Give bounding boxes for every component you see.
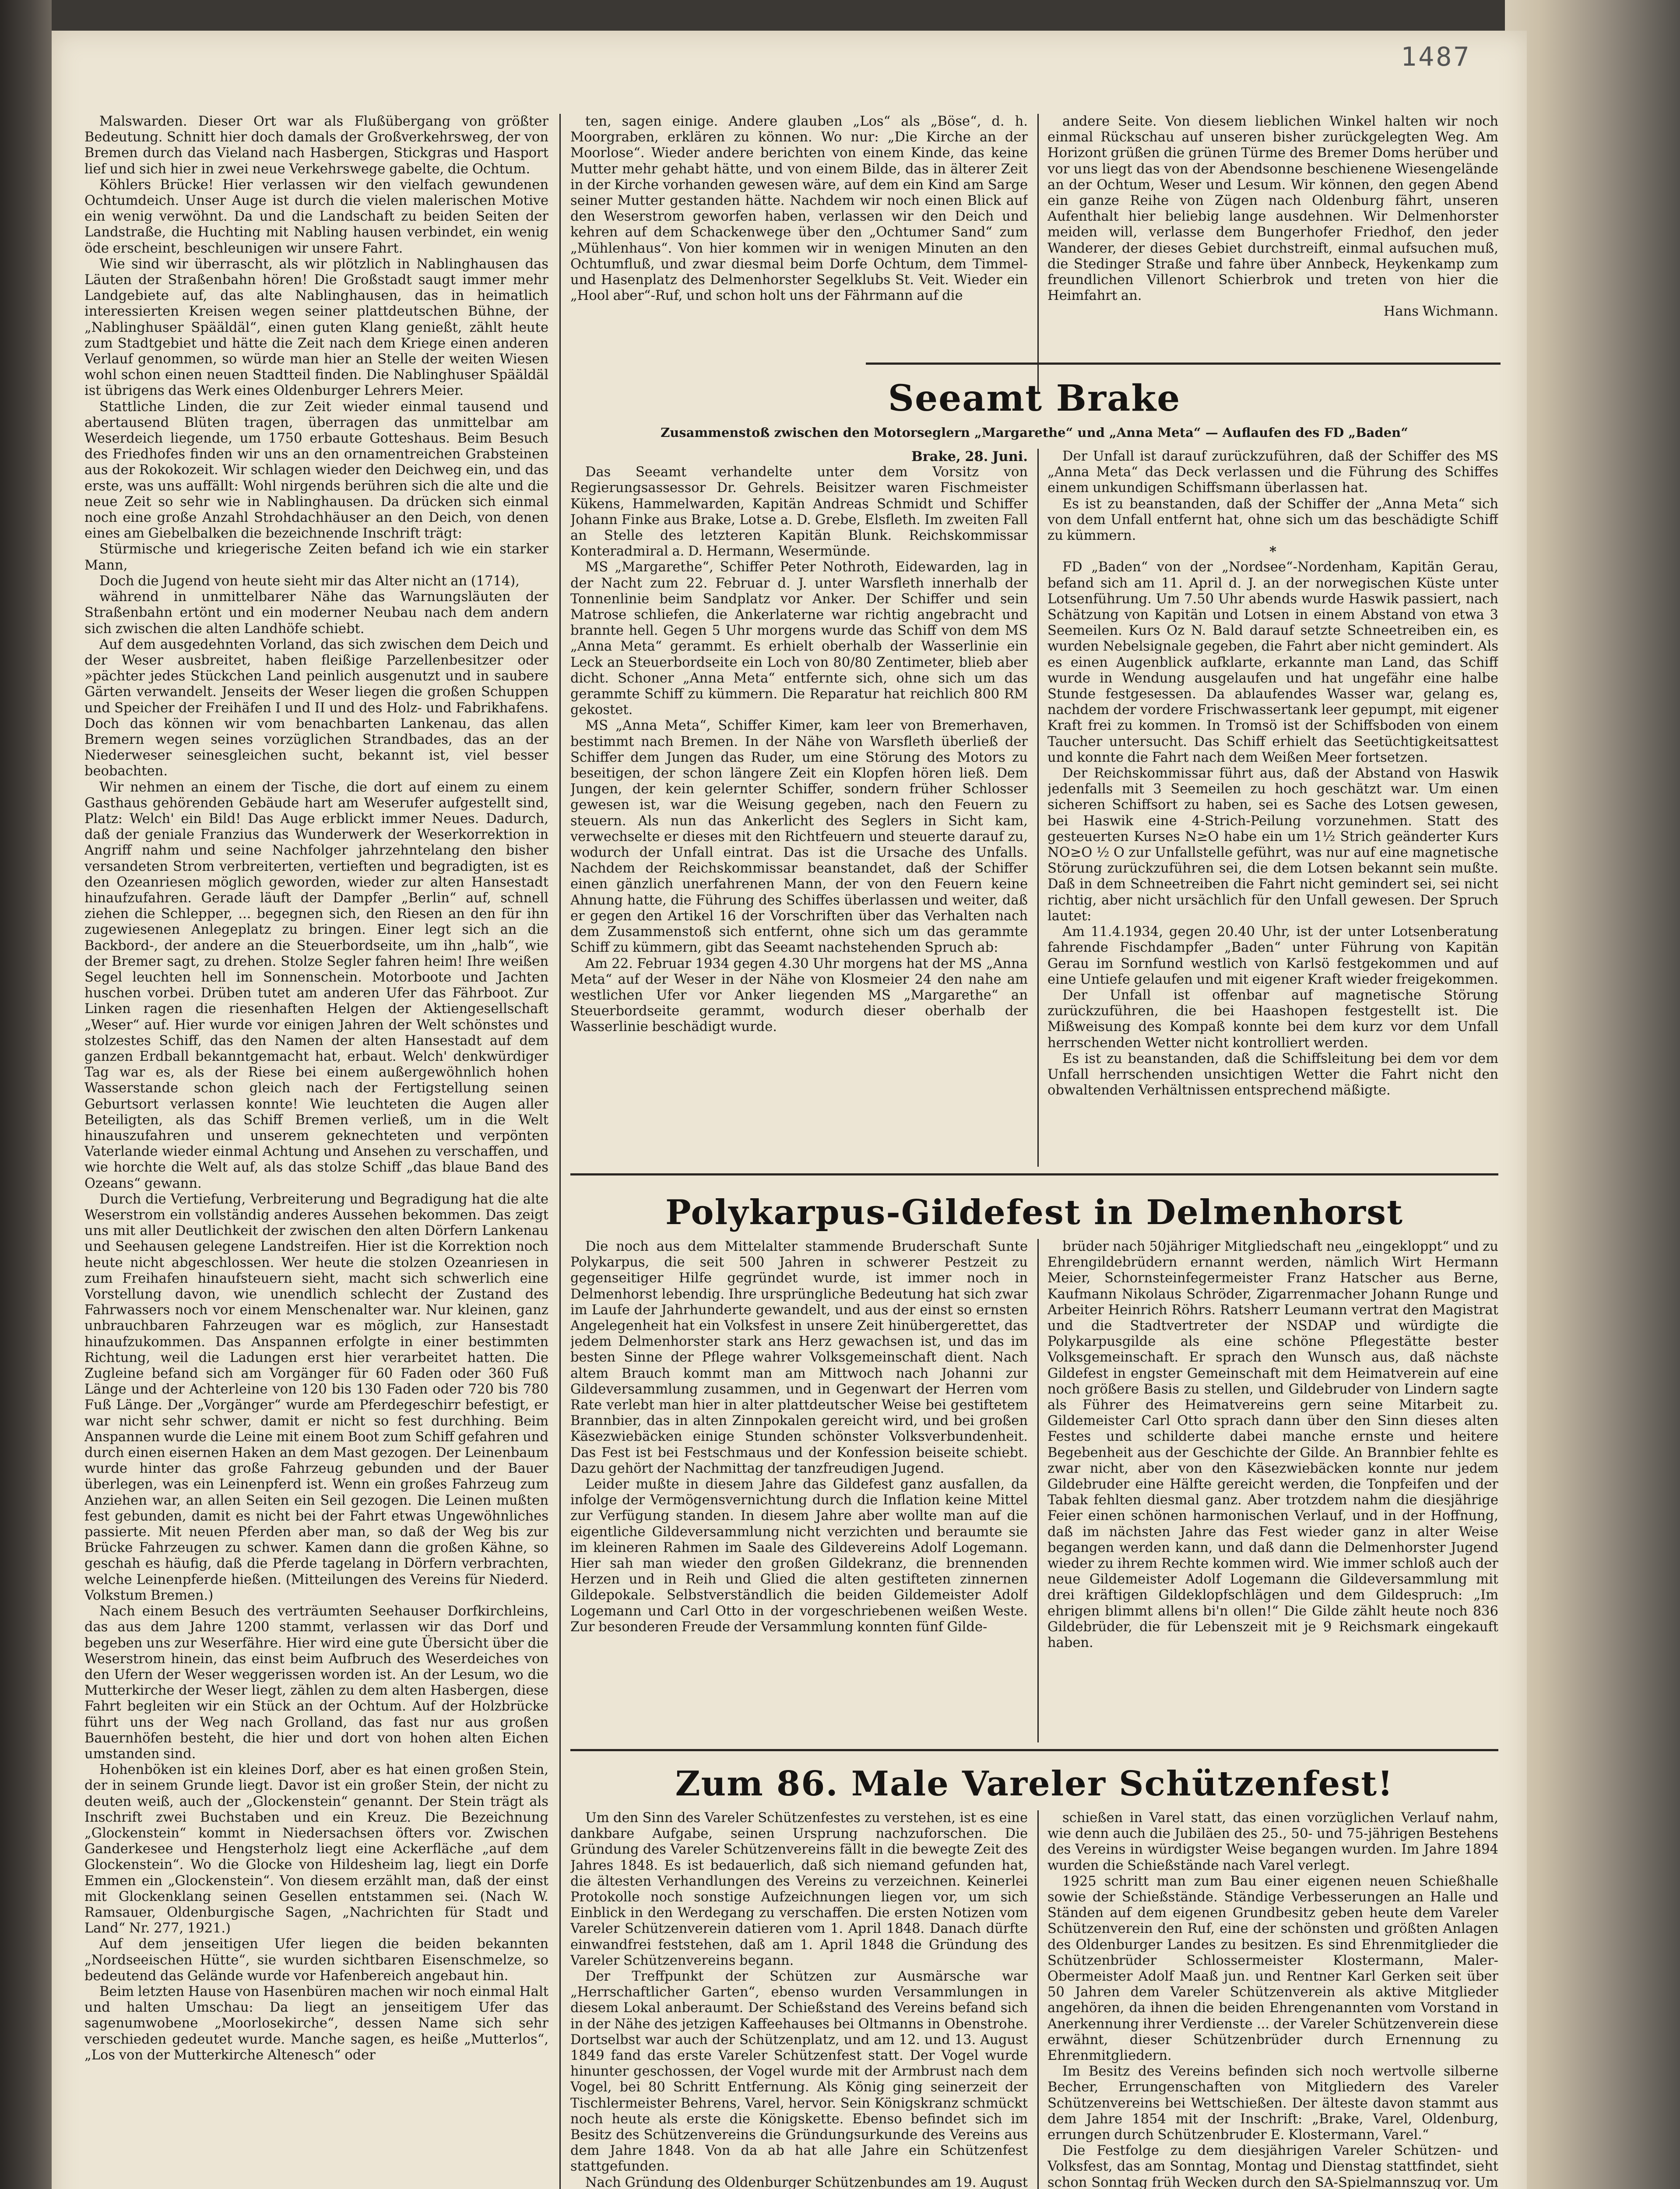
paragraph: MS „Anna Meta“, Schiffer Kimer, kam leer von Bremerhaven, bestimmt nach Bremen. In der Nähe von Warsfleth überließ der Schiffer dem Jungen das Ruder, um eine Störung des Motors zu beseitigen, der schon längere Zeit ein Klopfen hören ließ. Dem Jungen, der kein gelernter Schiffer, sondern früher Schlosser gewesen ist, war die Weisung gegeben, nach den Feuern zu steuern. Als nun das Ankerlicht des Seglers in Sicht kam, verwechselte er dieses mit den Richtfeuern und steuerte darauf zu, wodurch der Unfall eintrat. Das ist die Ursache des Unfalls. Nachdem der Reichskommissar beanstandet, daß der Schiffer einen gänzlich unerfahrenen Mann, der von den Feuern keine Ahnung hatte, die Führung des Schiffes überlassen und weiter, daß er gegen den Artikel 16 der Vorschriften über das Verhalten nach dem Zusammenstoß sich entfernt, ohne sich um das gerammte Schiff zu kümmern, gibt das Seeamt nachstehenden Spruch ab: (570, 718, 1028, 956)
paragraph: Im Besitz des Vereins befinden sich noch wertvolle silberne Becher, Errungenschaften von Mitgliedern des Vareler Schützenvereins bei Wettschießen. Der älteste davon stammt aus dem Jahre 1854 mit der Inschrift: „Brake, Varel, Oldenburg, errungen durch Schützenbruder E. Klostermann, Varel.“ (1047, 2064, 1498, 2143)
paragraph: Köhlers Brücke! Hier verlassen wir den vielfach gewundenen Ochtumdeich. Unser Auge ist durch die vielen malerischen Motive ein wenig verwöhnt. Da und die Landschaft zu beiden Seiten der Landstraße, die Huchting mit Nabling hausen verbindet, ein wenig öde erscheint, beschleunigen wir unsere Fahrt. (84, 177, 548, 256)
paragraph: FD „Baden“ von der „Nordsee“-Nordenham, Kapitän Gerau, befand sich am 11. April d. J. an der norwegischen Küste unter Lotsenführung. Um 7.50 Uhr abends wurde Haswik passiert, nach Schätzung von Kapitän und Lotsen in einem Abstand von etwa 3 Seemeilen. Kurs Oz N. Bald darauf setzte Schneetreiben ein, es wurden Nebelsignale gegeben, die Fahrt aber nicht gemindert. Als es einen Augenblick aufklarte, erkannte man Land, das Schiff wurde in Wendung ausgelaufen und hat ungefähr eine halbe Stunde festgesessen. Da ablaufendes Wasser war, gelang es, nachdem der vordere Frischwassertank leer gepumpt, mit eigener Kraft frei zu kommen. In Tromsö ist der Schiffsboden von einem Taucher untersucht. Das Schiff erhielt das Seetüchtigkeitsattest und konnte die Fahrt nach dem Weißen Meer fortsetzen. (1047, 560, 1498, 765)
seeamt-right-column (1047, 449, 1498, 1171)
vareler-right-column (1047, 1810, 1498, 2189)
paragraph: Stürmische und kriegerische Zeiten befand ich wie ein starker Mann, (84, 542, 548, 573)
paragraph: Wie sind wir überrascht, als wir plötzlich in Nablinghausen das Läuten der Straßenbahn hören! Die Großstadt saugt immer mehr Landgebiete auf, das alte Nablinghausen, das in heimatlich interessierten Kreisen wegen seiner plattdeutschen Bühne, der „Nablinghuser Spääldäl“, einen guten Klang genießt, zählt heute zum Stadtgebiet und hätte die Zeit nach dem Kriege einen anderen Verlauf genommen, so würde man hier an Stelle der weiten Wiesen wohl schon einen neuen Stadtteil finden. Die Nablinghuser Spääldäl ist übrigens das Werk eines Oldenburger Lehrers Meier. (84, 256, 548, 399)
article-column-3-top (1047, 114, 1498, 394)
seeamt-subtitle: Zusammenstoß zwischen den Motorseglern „Margarethe“ und „Anna Meta“ — Auflaufen des FD „Baden“ (661, 425, 1408, 440)
seeamt-top-rule (866, 362, 1501, 365)
newspaper-page (52, 31, 1527, 2189)
paragraph: Stattliche Linden, die zur Zeit wieder einmal tausend und abertausend Blüten tragen, überragen das unmittelbar am Weserdeich liegende, um 1750 erbaute Gotteshaus. Beim Besuch des Friedhofes finden wir uns an den ornamentreichen Grabsteinen aus der Rokokozeit. Wir schlagen wieder den Deichweg ein, und das erste, was uns auffällt: Wohl nirgends berühren sich die alte und die neue Zeit so sehr wie in Nablinghausen. Da drücken sich einmal noch eine große Anzahl Strohdachhäuser an den Deich, von denen eines am Giebelbalken die bezeichnende Inschrift trägt: (84, 399, 548, 542)
paragraph: Das Seeamt verhandelte unter dem Vorsitz von Regierungsassessor Dr. Gehrels. Beisitzer waren Fischmeister Kükens, Hammelwarden, Kapitän Andreas Schmidt und Schiffer Johann Finke aus Brake, Lotse a. D. Grebe, Elsfleth. Im zweiten Fall an Stelle des letzteren Kapitän Blunk. Reichskommissar Konteradmiral a. D. Hermann, Wesermünde. (570, 465, 1028, 560)
paragraph: ten, sagen einige. Andere glauben „Los“ als „Böse“, d. h. Moorgraben, erklären zu können. Wo nur: „Die Kirche an der Moorlose“. Wieder andere berichten von einem Kinde, das keine Mutter mehr gehabt hätte, und von einem Bilde, das in älterer Zeit in der Kirche vorhanden gewesen wäre, auf dem ein Kind am Sarge seiner Mutter gestanden hätte. Nachdem wir noch einen Blick auf den Weserstrom geworfen haben, verlassen wir den Deich und kehren auf dem Schackenwege über den „Ochtumer Sand“ zum „Mühlenhaus“. Von hier kommen wir in wenigen Minuten an den Ochtumfluß, und zwar diesmal beim Dorfe Ochtum, dem Timmel- und Hasenplatz des Delmenhorster Segelklubs St. Veit. Wieder ein „Hool aber“-Ruf, und schon holt uns der Fährmann auf die (570, 114, 1028, 304)
book-binding (0, 0, 52, 2189)
polykarpus-top-rule (570, 1173, 1498, 1175)
paragraph: schießen in Varel statt, das einen vorzüglichen Verlauf nahm, wie denn auch die Jubiläen des 25., 50- und 75-jährigen Bestehens des Vereins in würdigster Weise begangen wurden. Im Jahre 1894 wurden die Schießstände nach Varel verlegt. (1047, 1810, 1498, 1873)
paragraph: Durch die Vertiefung, Verbreiterung und Begradigung hat die alte Weserstrom ein vollständig anderes Aussehen bekommen. Das zeigt uns mit aller Deutlichkeit der zwischen den alten Dörfern Lankenau und Seehausen gelegene Landstreifen. Hier ist die Korrektion noch heute nicht abgeschlossen. Wer heute die stolzen Ozeanriesen in zum Freihafen hinaufsteuern sieht, macht sich schwerlich eine Vorstellung davon, wie unendlich schlecht der Zustand des Fahrwassers noch vor einem Menschenalter war. Nur kleinen, ganz unbrauchbaren Fahrzeugen war es möglich, zur Hansestadt hinaufzukommen. Das Anspannen erfolgte in einer bestimmten Richtung, weil die Ladungen erst hier verarbeitet hatten. Die Zugleine befand sich am Vorgänger für 60 Faden oder 360 Fuß Länge und der Achterleine von 120 bis 130 Faden oder 720 bis 780 Fuß Länge. Der „Vorgänger“ wurde am Pferdegeschirr befestigt, er war nicht sehr schwer, damit er nicht so fest durchhing. Beim Anspannen wurde die Leine mit einem Boot zum Schiff gefahren und durch einen eisernen Haken an dem Mast gezogen. Der Leinenbaum wurde hinter das große Fahrzeug gebunden und der Bauer überlegen, was ein Leinenpferd ist. Wenn ein großes Fahrzeug zum Anziehen war, an allen Seiten ein Seil gezogen. Die Leinen mußten fest gebunden, damit es nicht bei der Fahrt etwas Ungewöhnliches passierte. Mit neuen Pferden aber man, so daß der Weg bis zur Brücke Fahrzeugen zu schwer. Kamen dann die großen Kähne, so geschah es häufig, daß die Pferde tagelang in Dörfern verbrachten, welche Leinenpferde hießen. (Mitteilungen des Vereins für Niederd. Volkstum Bremen.) (84, 1191, 548, 1603)
paragraph: Es ist zu beanstanden, daß die Schiffsleitung bei dem vor dem Unfall herrschenden unsichtigen Wetter die Fahrt nicht den obwaltenden Verhältnissen entsprechend mäßigte. (1047, 1051, 1498, 1098)
paragraph: Malswarden. Dieser Ort war als Flußübergang von größter Bedeutung. Schnitt hier doch damals der Großverkehrsweg, der von Bremen durch das Vieland nach Hasbergen, Stickgras und Hasport lief und sich hier in zwei neue Verkehrswege gabelte, die Ochtum. (84, 114, 548, 177)
paragraph: * (1269, 544, 1276, 560)
paragraph: andere Seite. Von diesem lieblichen Winkel halten wir noch einmal Rückschau auf unseren bisher zurückgelegten Weg. Am Horizont grüßen die grünen Türme des Bremer Doms herüber und vor uns liegt das von der Abendsonne beschienene Wiesengelände an der Ochtum, Weser und Lesum. Wir können, den gegen Abend ein ganze Reihe von Zügen nach Oldenburg fährt, unseren Aufenthalt hier beliebig lange ausdehnen. Wir Delmenhorster meiden will, verlasse dem Bungerhofer Friedhof, den jeder Wanderer, der dieses Gebiet durchstreift, einmal aufsuchen muß, die Stedinger Straße und fahre über Annbeck, Heykenkamp zum freundlichen Villenort Schierbrok und treten von hier die Heimfahrt an. (1047, 114, 1498, 304)
paragraph: Doch die Jugend von heute sieht mir das Alter nicht an (1714), (99, 573, 520, 589)
paragraph: Um den Sinn des Vareler Schützenfestes zu verstehen, ist es eine dankbare Aufgabe, seinen Ursprung nachzuforschen. Die Gründung des Vareler Schützenvereins fällt in die bewegte Zeit des Jahres 1848. Es ist bedauerlich, daß sich niemand gefunden hat, die ältesten Verhandlungen des Vereins zu verzeichnen. Keinerlei Protokolle noch sonstige Aufzeichnungen liegen vor, um sich Einblick in den Werdegang zu verschaffen. Die ersten Notizen vom Vareler Schützenverein datieren vom 1. April 1848. Danach dürfte einwandfrei feststehen, daß am 1. April 1848 die Gründung des Vareler Schützenvereins begann. (570, 1810, 1028, 1968)
paragraph: brüder nach 50jähriger Mitgliedschaft neu „eingekloppt“ und zu Ehrengildebrüdern ernannt werden, nämlich Wirt Hermann Meier, Schornsteinfegermeister Franz Hatscher aus Berne, Kaufmann Nikolaus Schröder, Zigarrenmacher Johann Runge und Arbeiter Heinrich Röhrs. Ratsherr Leumann vertrat den Magistrat und die Stadtvertreter der NSDAP und würdigte die Polykarpusgilde als eine schöne Pflegestätte bester Volksgemeinschaft. Er sprach den Wunsch aus, daß nächste Gildefest in engster Gemeinschaft mit dem Heimatverein auf eine noch größere Basis zu stellen, und Gildebruder von Lindern sagte als Führer des Heimatvereins gern seine Mitarbeit zu. Gildemeister Carl Otto sprach dann über den Sinn dieses alten Festes und schilderte dabei manche ernste und heitere Begebenheit aus der Geschichte der Gilde. An Brannbier fehlte es zwar nicht, aber von den Käsezwiebäcken konnte nur jedem Gildebruder eine Hälfte gereicht werden, die Tonpfeifen und der Tabak fehlten diesmal ganz. Aber trotzdem nahm die diesjährige Feier einen schönen harmonischen Verlauf, und in der Hoffnung, daß im nächsten Jahre das Fest wieder ganz in alter Weise begangen werden kann, und daß dann die Delmenhorster Jugend wieder zu ihrem Rechte kommen wird. Wie immer schloß auch der neue Gildemeister Adolf Logemann die Gildeversammlung mit drei kräftigen Gildeklopfschlägen und dem Gildespruch: „Im ehrigen blimmt allens bi'n ollen!“ Die Gilde zählt heute noch 836 Gildebrüder, die für Lebenszeit mit je 9 Reichsmark eingekauft haben. (1047, 1239, 1498, 1651)
article-column-1 (84, 114, 548, 2189)
book-edge (1505, 0, 1680, 2189)
article-column-2-top (570, 114, 1028, 394)
paragraph: Der Treffpunkt der Schützen zur Ausmärsche war „Herrschaftlicher Garten“, ebenso wurden Versammlungen in diesem Lokal anberaumt. Der Schießstand des Vereins befand sich in der Nähe des jetzigen Kaffeehauses bei Oltmanns in Obenstrohe. Dortselbst war auch der Schützenplatz, und am 12. und 13. August 1849 fand das erste Vareler Schützenfest statt. Der Vogel wurde hinunter geschossen, der Vogel wurde mit der Armbrust nach dem Vogel, bei 80 Schritt Entfernung. Als König ging seinerzeit der Tischlermeister Behrens, Varel, hervor. Sein Königskranz schmückt noch heute als erste die Königskette. Ebenso befindet sich im Besitz des Schützenvereins die Gründungsurkunde des Vereins aus dem Jahre 1848. Von da ab hat alle Jahre ein Schützenfest stattgefunden. (570, 1969, 1028, 2175)
column-rule-2-top (1037, 114, 1039, 394)
seeamt-left-column (570, 449, 1028, 1127)
vareler-headline: Zum 86. Male Vareler Schützenfest! (675, 1764, 1394, 1804)
page-number: 1487 (1401, 42, 1471, 72)
vareler-left-column (570, 1810, 1028, 2189)
polykarpus-right-column (1047, 1239, 1498, 1742)
paragraph: Der Unfall ist darauf zurückzuführen, daß der Schiffer des MS „Anna Meta“ das Deck verlassen und die Führung des Schiffes einem unkundigen Schiffsmann überlassen hat. (1047, 449, 1498, 496)
paragraph: Am 11.4.1934, gegen 20.40 Uhr, ist der unter Lotsenberatung fahrende Fischdampfer „Baden“ unter Führung von Kapitän Gerau im Sornfund westlich von Karlsö festgekommen und auf eine Untiefe gelaufen und mit eigener Kraft wieder freigekommen. (1047, 924, 1498, 987)
seeamt-headline: Seeamt Brake (888, 377, 1181, 419)
paragraph: Die noch aus dem Mittelalter stammende Bruderschaft Sunte Polykarpus, die seit 500 Jahren in schwerer Pestzeit zu gegenseitiger Hilfe gegründet wurde, ist immer noch in Delmenhorst lebendig. Ihre ursprüngliche Bedeutung hat sich zwar im Laufe der Jahrhunderte gewandelt, und aus der einst so ernsten Angelegenheit hat ein Volksfest in unsere Zeit hinübergerettet, das jedem Delmenhorster stark ans Herz gewachsen ist, und das im besten Sinne der Pflege wahrer Volksgemeinschaft dient. Nach altem Brauch kommt man am Mittwoch nach Johanni zur Gildeversammlung zusammen, und in Gegenwart der Herren vom Rate verlebt man hier in alter plattdeutscher Weise bei gestiftetem Brannbier, das in alten Zinnpokalen gereicht wird, und bei großen Käsezwiebäcken einige Stunden schönster Volksverbundenheit. Das Fest ist bei Festschmaus und der Konfession beiseite schiebt. Dazu gehört der Nachmittag der tanzfreudigen Jugend. (570, 1239, 1028, 1476)
paragraph: Am 22. Februar 1934 gegen 4.30 Uhr morgens hat der MS „Anna Meta“ auf der Weser in der Nähe von Klosmeier 24 den nahe am westlichen Ufer vor Anker liegenden MS „Margarethe“ an Steuerbordseite gerammt, wodurch dieser oberhalb der Wasserlinie beschädigt wurde. (570, 956, 1028, 1035)
polykarpus-headline: Polykarpus-Gildefest in Delmenhorst (665, 1193, 1404, 1232)
seeamt-dateline: Brake, 28. Juni. (911, 449, 1028, 465)
column-rule-polykarpus (1037, 1239, 1039, 1742)
paragraph: Der Unfall ist offenbar auf magnetische Störung zurückzuführen, die bei Haashopen festgestellt ist. Die Mißweisung des Kompaß konnte bei dem kurz vor dem Unfall herrschenden Wetter nicht kontrolliert werden. (1047, 987, 1498, 1051)
column-rule-seeamt (1037, 449, 1039, 1167)
polykarpus-left-column (570, 1239, 1028, 1742)
column-rule-vareler (1037, 1810, 1039, 2189)
paragraph: Es ist zu beanstanden, daß der Schiffer der „Anna Meta“ sich von dem Unfall entfernt hat, ohne sich um das beschädigte Schiff zu kümmern. (1047, 496, 1498, 544)
paragraph: Die Festfolge zu dem diesjährigen Vareler Schützen- und Volksfest, das am Sonntag, Montag und Dienstag stattfindet, sieht schon Sonntag früh Wecken durch den SA-Spielmannszug vor. Um (1047, 2143, 1498, 2189)
paragraph: Hans Wichmann. (1383, 304, 1498, 320)
vareler-top-rule (570, 1749, 1498, 1751)
paragraph: 1925 schritt man zum Bau einer eigenen neuen Schießhalle sowie der Schießstände. Ständige Verbesserungen an Halle und Ständen auf dem eigenen Grundbesitz geben heute dem Vareler Schützenverein den Ruf, eine der schönsten und größten Anlagen des Oldenburger Landes zu besitzen. Es sind Ehrenmitglieder die Schützenbrüder Schlossermeister Klostermann, Maler-Obermeister Adolf Maaß jun. und Rentner Karl Gerken seit über 50 Jahren dem Vareler Schützenverein als aktive Mitglieder angehören, da ihnen die beiden Ehrengenannten vom Vorstand in Anerkennung ihrer Verdienste ... der Vareler Schützenverein diese erwähnt, dieser Schützenbrüder durch Ernennung zu Ehrenmitgliedern. (1047, 1873, 1498, 2064)
paragraph: Der Reichskommissar führt aus, daß der Abstand von Haswik jedenfalls mit 3 Seemeilen zu hoch geschätzt war. Um einen sicheren Schiffsort zu haben, sei es Sache des Lotsen gewesen, bei Haswik eine 4-Strich-Peilung vorzunehmen. Statt des gesteuerten Kurses N≥O habe ein um 1½ Strich geänderter Kurs NO≥O ½ O zur Unfallstelle geführt, was nur auf eine magnetische Störung zurückzuführen sei, die dem Lotsen bekannt sein mußte. Daß in dem Schneetreiben die Fahrt nicht gemindert sei, sei nicht richtig, aber nicht ursächlich für den Unfall gewesen. Der Spruch lautet: (1047, 766, 1498, 924)
paragraph: Nach Gründung des Oldenburger Schützenbundes am 19. August (585, 2175, 1028, 2189)
column-rule-1 (559, 114, 561, 2189)
paragraph: Wir nehmen an einem der Tische, die dort auf einem zu einem Gasthaus gehörenden Gebäude hart am Weserufer aufgestellt sind, Platz: Welch' ein Bild! Das Auge erblickt immer Neues. Dadurch, daß der geniale Franzius das Wunderwerk der Weserkorrektion in Angriff nahm und seine Nachfolger jahrzehntelang den bisher versandeten Strom verbreiterten, vertieften und begradigten, ist es den Ozeanriesen möglich geworden, wieder zur alten Hansestadt hinaufzufahren. Gerade läuft der Dampfer „Berlin“ auf, schnell ziehen die Schlepper, ... begegnen sich, den Riesen an den für ihn zugewiesenen Anlegeplatz zu bringen. Einer legt sich an die Backbord-, der andere an die Steuerbordseite, um ihn „halb“, wie der Bremer sagt, zu drehen. Stolze Segler fahren heim! Ihre weißen Segel leuchten hell im Sonnenschein. Motorboote und Jachten huschen vorbei. Drüben tutet am anderen Ufer das Fährboot. Zur Linken ragen die riesenhaften Helgen der Aktiengesellschaft „Weser“ auf. Hier wurde vor einigen Jahren der Welt schönstes und stolzestes Schiff, das den Namen der alten Hansestadt auf dem ganzen Erdball bekanntgemacht hat, erbaut. Welch' denkwürdiger Tag war es, als der Riese bei einem außergewöhnlich hohen Wasserstande schon gleich nach der Fertigstellung seinen Geburtsort verlassen konnte! Wie leuchteten die Augen aller Beteiligten, als das Schiff Bremen verließ, um in die Welt hinauszufahren und unserem geknechteten und verpönten Vaterlande wieder einmal Achtung und Ansehen zu verschaffen, und wie horchte die Welt auf, als das stolze Schiff „das blaue Band des Ozeans“ gewann. (84, 779, 548, 1191)
paragraph: Leider mußte in diesem Jahre das Gildefest ganz ausfallen, da infolge der Vermögensvernichtung durch die Inflation keine Mittel zur Verfügung standen. In diesem Jahre aber wollte man auf die eigentliche Gildeversammlung nicht verzichten und beraumte sie im kleineren Rahmen im Saale des Gildevereins Adolf Logemann. Hier sah man wieder den großen Gildekranz, die brennenden Herzen und in Reih und Glied die alten gestifteten zinnernen Gildepokale. Selbstverständlich die beiden Gildemeister Adolf Logemann und Carl Otto in der vorgeschriebenen weißen Weste. Zur besonderen Freude der Versammlung konnten fünf Gilde- (570, 1477, 1028, 1635)
paragraph: Auf dem ausgedehnten Vorland, das sich zwischen dem Deich und der Weser ausbreitet, haben fleißige Parzellenbesitzer oder »pächter jedes Stückchen Land peinlich ausgenutzt und in saubere Gärten verwandelt. Jenseits der Weser liegen die großen Schuppen und Speicher der Freihäfen I und II und des Holz- und Fabrikhafens. Doch das können wir vom benachbarten Lankenau, das allen Bremern wegen seines vorzüglichen Strandbades, das an der Niederweser seinesgleichen sucht, bekannt ist, viel besser beobachten. (84, 637, 548, 779)
paragraph: Nach einem Besuch des verträumten Seehauser Dorfkirchleins, das aus dem Jahre 1200 stammt, verlassen wir das Dorf und begeben uns zur Weserfähre. Hier wird eine gute Übersicht über die Weserstrom hinein, das einst beim Aufbruch des Weserdeiches von den Ufern der Weser weggerissen worden ist. An der Lesum, wo die Mutterkirche der Weser liegt, zählen zu dem alten Hasbergen, diese Fahrt begleiten wir ein Stück an der Ochtum. Auf der Holzbrücke führt uns der Weg nach Grolland, das fast nur aus großen Bauernhöfen besteht, die hier und dort von hohen alten Eichen umstanden sind. (84, 1604, 548, 1762)
paragraph: während in unmittelbarer Nähe das Warnungsläuten der Straßenbahn ertönt und ein moderner Neubau nach dem andern sich zwischen die alten Landhöfe schiebt. (84, 589, 548, 637)
paragraph: Auf dem jenseitigen Ufer liegen die beiden bekannten „Nordseeischen Hütte“, sie wurden sichtbaren Eisenschmelze, so bedeutend das Gelände wurde vor Hafenbereich angebaut hin. (84, 1936, 548, 1984)
paragraph: Beim letzten Hause von Hasenbüren machen wir noch einmal Halt und halten Umschau: Da liegt an jenseitigem Ufer das sagenumwobene „Moorlosekirche“, dessen Name sich sehr verschieden gedeutet wurde. Manche sagen, es heiße „Mutterlos“, „Los von der Mutterkirche Altenesch“ oder (84, 1984, 548, 2063)
paragraph: MS „Margarethe“, Schiffer Peter Nothroth, Eidewarden, lag in der Nacht zum 22. Februar d. J. unter Warsfleth innerhalb der Tonnenlinie beim Sandplatz vor Anker. Der Schiffer und sein Matrose schliefen, die Ankerlaterne war richtig angebracht und brannte hell. Gegen 5 Uhr morgens wurde das Schiff von dem MS „Anna Meta“ gerammt. Es erhielt oberhalb der Wasserlinie ein Leck an Steuerbordseite ein Loch von 80/80 Zentimeter, blieb aber dicht. Schoner „Anna Meta“ entfernte sich, ohne sich um das gerammte Schiff zu kümmern. Die Reparatur hat reichlich 800 RM gekostet. (570, 560, 1028, 718)
paragraph: Hohenböken ist ein kleines Dorf, aber es hat einen großen Stein, der in seinem Grunde liegt. Davor ist ein großer Stein, der nicht zu deuten weiß, auch der „Glockenstein“ genannt. Der Stein trägt als Inschrift zwei Buchstaben und ein Kreuz. Die Bezeichnung „Glockenstein“ kommt in Niedersachsen öfters vor. Zwischen Ganderkesee und Hengsterholz liegt eine Ackerfläche „auf dem Glockenstein“. Wo die Glocke von Hildesheim lag, liegt ein Dorfe Emmen ein „Glockenstein“. Von diesem erzählt man, daß der einst mit Glockenklang seinen Gesellen entstammen sei. (Nach W. Ramsauer, Oldenburgische Sagen, „Nachrichten für Stadt und Land“ Nr. 277, 1921.) (84, 1762, 548, 1936)
